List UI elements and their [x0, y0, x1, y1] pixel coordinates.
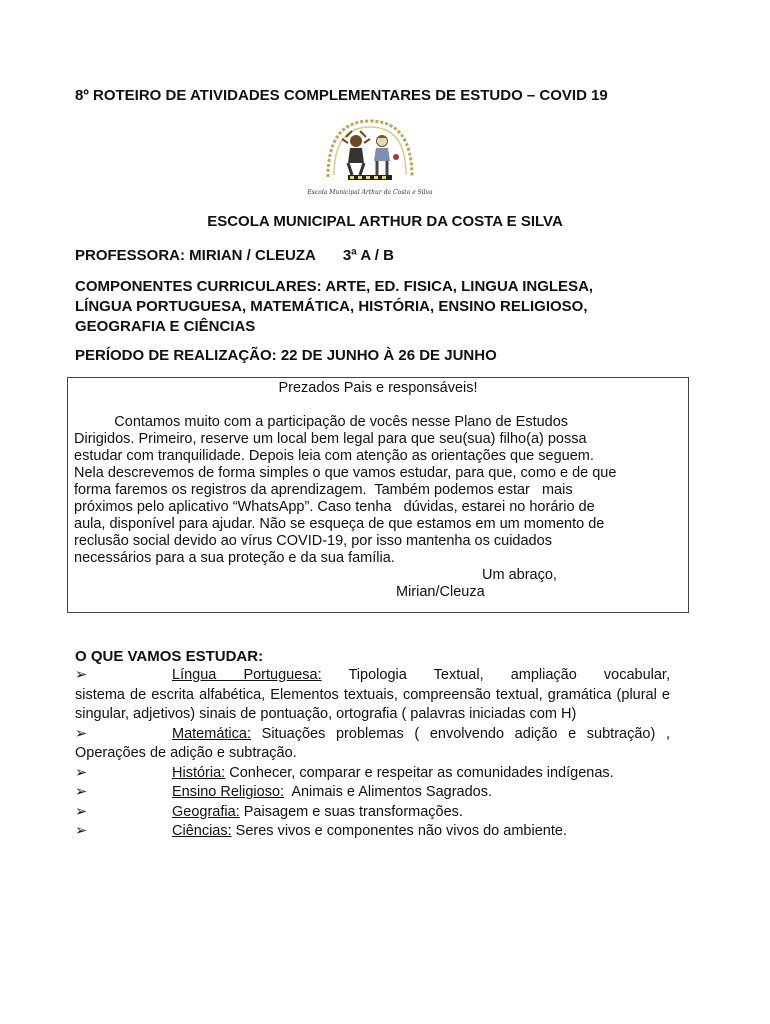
class-name: 3ª A / B — [342, 247, 394, 264]
school-name: ESCOLA MUNICIPAL ARTHUR DA COSTA E SILVA — [207, 213, 563, 230]
message-line: forma faremos os registros da aprendizagem. Também podemos estar mais — [74, 482, 573, 498]
message-line: Nela descrevemos de forma simples o que vamos estudar, para que, como e de que — [74, 465, 617, 481]
subject-text: Animais e Alimentos Sagrados. — [291, 784, 492, 800]
list-item — [75, 822, 670, 842]
subject-text: Tipologia Textual, ampliação vocabular, — [348, 667, 670, 683]
subject-label: Língua Portuguesa: — [172, 667, 322, 683]
subject-text-continued: sistema de escrita alfabética, Elementos textuais, compreensão textual, gramática (plural e singular, adjetivos) sinais de pontuação, ortografia ( palavras iniciadas com H) — [75, 686, 670, 722]
curricular-components — [75, 277, 695, 337]
list-item — [75, 783, 670, 803]
arrow-bullet-icon: ➢ — [75, 823, 88, 839]
message-line: necessários para a sua proteção e da sua família. — [74, 550, 395, 566]
message-box — [67, 377, 689, 613]
logo-caption: Escola Municipal Arthur da Costa e Silva — [307, 189, 433, 196]
closing: Um abraço, — [482, 567, 557, 583]
school-logo — [307, 117, 433, 199]
subject-label: Ensino Religioso: — [172, 784, 285, 800]
study-list — [75, 666, 670, 842]
greeting: Prezados Pais e responsáveis! — [278, 380, 478, 396]
arrow-bullet-icon: ➢ — [75, 725, 88, 742]
list-item — [75, 764, 670, 784]
document-title: 8º ROTEIRO DE ATIVIDADES COMPLEMENTARES DE ESTUDO – COVID 19 — [75, 87, 608, 104]
message-paragraph — [74, 414, 684, 567]
list-item — [75, 803, 670, 823]
study-heading: O QUE VAMOS ESTUDAR: — [75, 648, 264, 665]
arrow-bullet-icon: ➢ — [75, 784, 88, 800]
signature: Mirian/Cleuza — [396, 584, 485, 600]
subject-text: Conhecer, comparar e respeitar as comunidades indígenas. — [229, 764, 614, 781]
teacher-line — [75, 247, 394, 264]
message-line: Dirigidos. Primeiro, reserve um local bem legal para que seu(sua) filho(a) possa — [74, 431, 587, 447]
message-line: aula, disponível para ajudar. Não se esqueça de que estamos em um momento de — [74, 516, 605, 532]
subject-text-continued: Operações de adição e subtração. — [75, 745, 297, 761]
arrow-bullet-icon: ➢ — [75, 764, 88, 781]
period-line: PERÍODO DE REALIZAÇÃO: 22 DE JUNHO À 26 DE JUNHO — [75, 347, 497, 364]
message-line: estudar com tranquilidade. Depois leia com atenção as orientações que seguem. — [74, 448, 594, 464]
components-line: GEOGRAFIA E CIÊNCIAS — [75, 318, 256, 335]
list-item — [75, 666, 670, 725]
teacher-name: PROFESSORA: MIRIAN / CLEUZA — [75, 247, 316, 264]
components-line: COMPONENTES CURRICULARES: ARTE, ED. FISICA, LINGUA INGLESA, — [75, 278, 594, 295]
message-line: reclusão social devido ao vírus COVID-19, por isso mantenha os cuidados — [74, 533, 552, 549]
subject-label: Matemática: — [172, 725, 251, 742]
subject-label: Geografia: — [172, 803, 240, 820]
subject-text: Seres vivos e componentes não vivos do ambiente. — [235, 823, 567, 839]
subject-text: Situações problemas ( envolvendo adição e subtração) , — [261, 725, 671, 742]
subject-label: História: — [172, 764, 226, 781]
message-line: próximos pelo aplicativo “WhatsApp”. Caso tenha dúvidas, estarei no horário de — [74, 499, 595, 515]
arrow-bullet-icon: ➢ — [75, 667, 88, 683]
subject-text: Paisagem e suas transformações. — [243, 803, 463, 820]
message-line: Contamos muito com a participação de vocês nesse Plano de Estudos — [74, 414, 569, 430]
components-line: LÍNGUA PORTUGUESA, MATEMÁTICA, HISTÓRIA, ENSINO RELIGIOSO, — [75, 298, 588, 315]
arrow-bullet-icon: ➢ — [75, 803, 88, 820]
subject-label: Ciências: — [172, 823, 232, 839]
list-item — [75, 725, 670, 764]
